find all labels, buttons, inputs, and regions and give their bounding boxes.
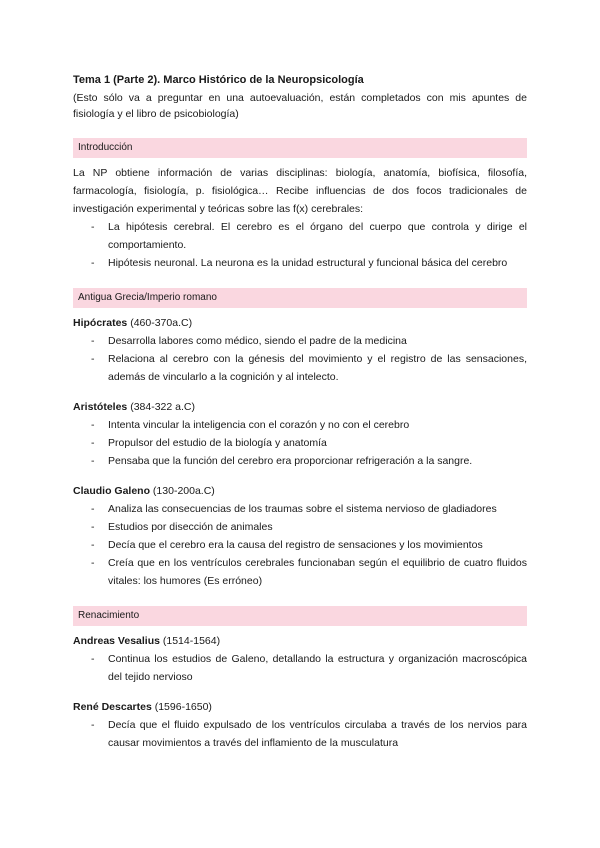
aristoteles-list bbox=[73, 416, 527, 470]
list-item: - Estudios por disección de animales bbox=[73, 518, 527, 536]
person-heading-vesalius bbox=[73, 632, 527, 650]
list-item: - Decía que el fluido expulsado de los ventrículos circulaba a través de los nervios para causar movimientos a través del inflamiento de la musculatura bbox=[73, 716, 527, 752]
person-heading-hipocrates bbox=[73, 314, 527, 332]
list-item: - Relaciona al cerebro con la génesis del movimiento y el registro de las sensaciones, además de vincularlo a la cognición y al intelecto. bbox=[73, 350, 527, 386]
list-item: - Analiza las consecuencias de los traumas sobre el sistema nervioso de gladiadores bbox=[73, 500, 527, 518]
intro-paragraph: La NP obtiene información de varias disciplinas: biología, anatomía, biofísica, filosofía, farmacología, fisiología, p. fisiológica… Recibe influencias de dos focos tradicionales de investigación experimental y teóricas sobre las f(x) cerebrales: bbox=[73, 167, 527, 215]
person-dates: (1596-1650) bbox=[151, 701, 212, 713]
person-dates: (1514-1564) bbox=[159, 635, 221, 647]
list-item: - Desarrolla labores como médico, siendo el padre de la medicina bbox=[73, 332, 527, 350]
list-item: - Continua los estudios de Galeno, detallando la estructura y organización macroscópica del tejido nervioso bbox=[73, 650, 527, 686]
person-name: Aristóteles bbox=[73, 401, 128, 413]
person-name: Andreas Vesalius bbox=[73, 635, 160, 647]
section-header-introduccion: Introducción bbox=[73, 138, 527, 158]
list-item: - La hipótesis cerebral. El cerebro es el órgano del cuerpo que controla y dirige el comportamiento. bbox=[73, 218, 527, 254]
person-name: Claudio Galeno bbox=[73, 485, 151, 497]
person-dates: (460-370a.C) bbox=[127, 317, 193, 329]
intro-list bbox=[73, 218, 527, 272]
person-dates: (130-200a.C) bbox=[150, 485, 215, 497]
document-title: Tema 1 (Parte 2). Marco Histórico de la Neuropsicología bbox=[73, 74, 364, 86]
list-item: - Hipótesis neuronal. La neurona es la unidad estructural y funcional básica del cerebro bbox=[73, 254, 527, 272]
person-heading-descartes bbox=[73, 698, 527, 716]
section-header-antigua-grecia: Antigua Grecia/Imperio romano bbox=[73, 288, 527, 308]
descartes-list bbox=[73, 716, 527, 752]
vesalius-list bbox=[73, 650, 527, 686]
person-heading-galeno bbox=[73, 482, 527, 500]
person-heading-aristoteles bbox=[73, 398, 527, 416]
list-item: - Intenta vincular la inteligencia con el corazón y no con el cerebro bbox=[73, 416, 527, 434]
document-subtitle: (Esto sólo va a preguntar en una autoevaluación, están completados con mis apuntes de fisiología y el libro de psicobiología) bbox=[73, 92, 527, 120]
list-item: - Pensaba que la función del cerebro era proporcionar refrigeración a la sangre. bbox=[73, 452, 527, 470]
list-item: - Creía que en los ventrículos cerebrales funcionaban según el equilibrio de cuatro fluidos vitales: los humores (Es erróneo) bbox=[73, 554, 527, 590]
person-dates: (384-322 a.C) bbox=[127, 401, 195, 413]
section-header-renacimiento: Renacimiento bbox=[73, 606, 527, 626]
list-item: - Decía que el cerebro era la causa del registro de sensaciones y los movimientos bbox=[73, 536, 527, 554]
list-item: - Propulsor del estudio de la biología y anatomía bbox=[73, 434, 527, 452]
person-name: Hipócrates bbox=[73, 317, 128, 329]
person-name: René Descartes bbox=[73, 701, 152, 713]
hipocrates-list bbox=[73, 332, 527, 386]
galeno-list bbox=[73, 500, 527, 590]
